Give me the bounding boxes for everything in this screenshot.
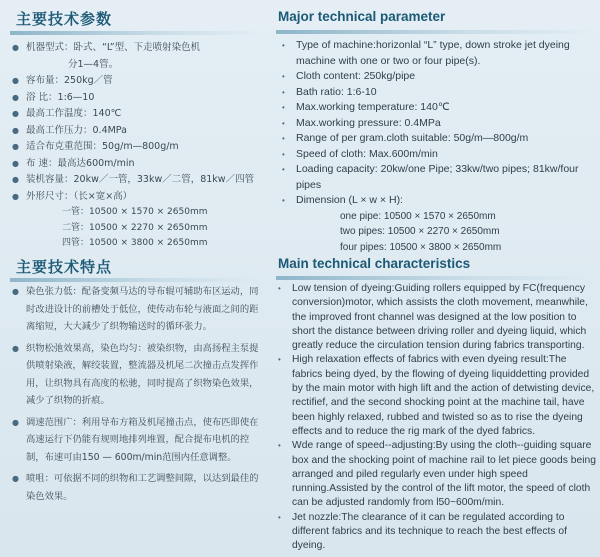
cn-param-text: 浴 比：1:6—10 [26,91,95,103]
bullet-icon: ● [12,158,19,168]
en-param-item [282,162,598,193]
cn-param-text: 容布量：250kg／管 [26,75,113,86]
bullet-icon: ● [12,76,19,85]
english-column [268,0,600,557]
en-chars-title: Main technical characteristics [278,256,471,271]
en-chars-rule [276,276,594,280]
cn-param-text: 布 速：最高达600m/min [26,157,135,169]
en-param-item [282,193,598,209]
bullet-icon: • [282,134,285,143]
en-chars-list [278,282,596,554]
en-char-item [278,439,596,510]
cn-param-text: 适合布克重范围：50g/m—800g/m [26,141,179,152]
cn-char-item [12,340,264,410]
cn-dim-row: 二管：10500 × 2270 × 2650mm [62,222,208,233]
en-char-text: High relaxation effects of fabrics with even dyeing result:The fabrics being dyed, by the flowing of dyeing liquiddetting provided by the main motor with high lift and the action of detwisting device, rectifief, and the second shocking point at the machine tail, have been highly relaxed, rubbed and twisted so as to rise the dyeing effects and to reduce the rig mark of the dyed fabrics. [292,354,595,437]
cn-param-text: 最高工作压力：0.4MPa [26,124,127,136]
bullet-icon: ● [12,287,19,296]
cn-char-item [12,414,264,467]
cn-dim-row: 一管：10500 × 1570 × 2650mm [62,207,208,217]
en-char-text: Low tension of dyeing:Guiding rollers equipped by FC(frequency conversion)motor, which assists the cloth movement, meanwhile, the improved front channel was designed at the low position to short the distance between driving roller and dyeing liquid, which greatly reduce the circulation tension during fabrics transporting. [292,283,588,352]
bullet-icon: ● [12,142,19,151]
cn-param-item [12,172,262,189]
en-param-item [282,116,598,132]
en-dim-row: one pipe: 10500 × 1570 × 2650mm [340,210,496,222]
bullet-icon: • [282,87,285,97]
en-param-text: Bath ratio: 1:6-10 [296,85,377,98]
bullet-icon: • [282,72,285,81]
cn-param-item [12,189,262,206]
cn-char-item [12,283,264,336]
bullet-icon: ● [12,43,19,52]
bullet-icon: • [282,149,285,159]
cn-param-item [12,40,262,57]
chinese-column [0,0,268,557]
en-params-list [282,38,598,255]
cn-params-rule [10,31,260,35]
bullet-icon: ● [12,92,19,102]
en-params-title: Major technical parameter [278,9,446,24]
en-char-text: Wde range of speed--adjusting:By using the cloth--guiding square box and the shocking point of machine rail to let piece goods being arranged and piled regularly even under high speed running.Assisted by the control of the lift motor, the speed of cloth can be adjusted randomly from l50~600m/min. [292,440,596,509]
cn-char-text: 调速范围广：利用导布方箱及机尾撞击点，使布匹即使在高速运行下仍能有规则地排列堆置，配合提布电机的控制，布速可由150 — 600m/min范围内任意调整。 [26,416,259,463]
en-params-rule [276,30,594,34]
cn-param-item [12,123,262,140]
en-dim-row: four pipes: 10500 × 3800 × 2650mm [340,241,502,253]
bullet-icon: ● [12,474,19,483]
cn-param-text: 分1—4管。 [68,58,119,70]
en-param-item [282,147,598,163]
en-param-text: Max.working temperature: 140℃ [296,101,450,113]
bullet-icon: ● [12,343,19,353]
bullet-icon: • [282,103,285,112]
en-param-text: Max.working pressure: 0.4MPa [296,116,441,129]
cn-char-item [12,470,264,505]
en-param-text: Speed of cloth: Max.600m/min [296,147,438,160]
cn-param-text: 最高工作温度：140℃ [26,108,122,119]
cn-params-title: 主要技术参数 [16,10,113,28]
cn-char-text: 织物松弛效果高，染色均匀：被染织物，由高扬程主泵提供喷射染液，解绞装置，整流器及机尾二次撞击点发挥作用，让织物具有高度的松驰，同时提高了织物染色效果，减少了织物的折痕。 [26,342,259,406]
en-param-text: Cloth content: 250kg/pipe [296,70,416,82]
bullet-icon: ● [12,417,19,427]
cn-param-item [12,139,262,156]
bullet-icon: • [278,284,281,293]
cn-dim-row: 四管：10500 × 3800 × 2650mm [62,238,208,248]
en-char-item [278,282,596,353]
cn-char-text: 喷咀：可依据不同的织物和工艺调整间隙，以达到最佳的染色效果。 [26,473,259,502]
bullet-icon: • [278,512,281,522]
en-param-item [282,100,598,116]
cn-chars-list [12,283,264,505]
en-param-text: Range of per gram.cloth suitable: 50g/m—800g/m [296,132,529,144]
en-char-text: Jet nozzle:The clearance of it can be regulated according to different fabrics and its technique to reach the best effects of dyeing. [292,511,567,552]
bullet-icon: ● [12,125,19,135]
bullet-icon: ● [12,191,19,201]
en-char-item [278,511,596,554]
cn-char-text: 染色张力低：配备变频马达的导布辊可辅助布区运动，同时改进设计的前槽处于低位，使传动布轮与液面之间的距离缩短，大大减少了织物输送时的循环张力。 [26,286,259,332]
cn-params-list [12,40,262,252]
cn-chars-rule [10,278,260,282]
bullet-icon: • [282,165,285,174]
bullet-icon: • [282,118,285,128]
en-param-text: Loading capacity: 20kw/one Pipe; 33kw/two pipes; 81kw/four pipes [296,163,579,191]
cn-param-text: 机器型式：卧式、“L”型、下走喷射染色机 [26,42,201,53]
cn-param-item [12,90,262,107]
en-param-text: Dimension (L × w × H): [296,194,403,206]
en-param-item [282,69,598,85]
cn-param-item [12,73,262,90]
cn-chars-title: 主要技术特点 [16,258,113,276]
en-param-item [282,38,598,69]
en-param-item [282,85,598,101]
cn-param-text: 装机容量：20kw／一管，33kw／二管，81kw／四管 [26,174,255,185]
cn-param-item [12,156,262,173]
bullet-icon: • [278,355,281,365]
en-param-text: Type of machine:horizonlal “L” type, down stroke jet dyeing machine with one or two or four pipe(s). [296,39,570,67]
cn-param-item [12,106,262,123]
en-param-item [282,131,598,147]
bullet-icon: ● [12,175,19,184]
bullet-icon: • [282,41,285,50]
en-dim-row: two pipes: 10500 × 2270 × 2650mm [340,226,500,237]
en-char-item [278,353,596,439]
cn-param-text: 外形尺寸：（长×宽×高） [26,190,133,202]
bullet-icon: ● [12,109,19,118]
cn-param-cont [12,57,262,74]
bullet-icon: • [278,441,281,451]
bullet-icon: • [282,196,285,205]
